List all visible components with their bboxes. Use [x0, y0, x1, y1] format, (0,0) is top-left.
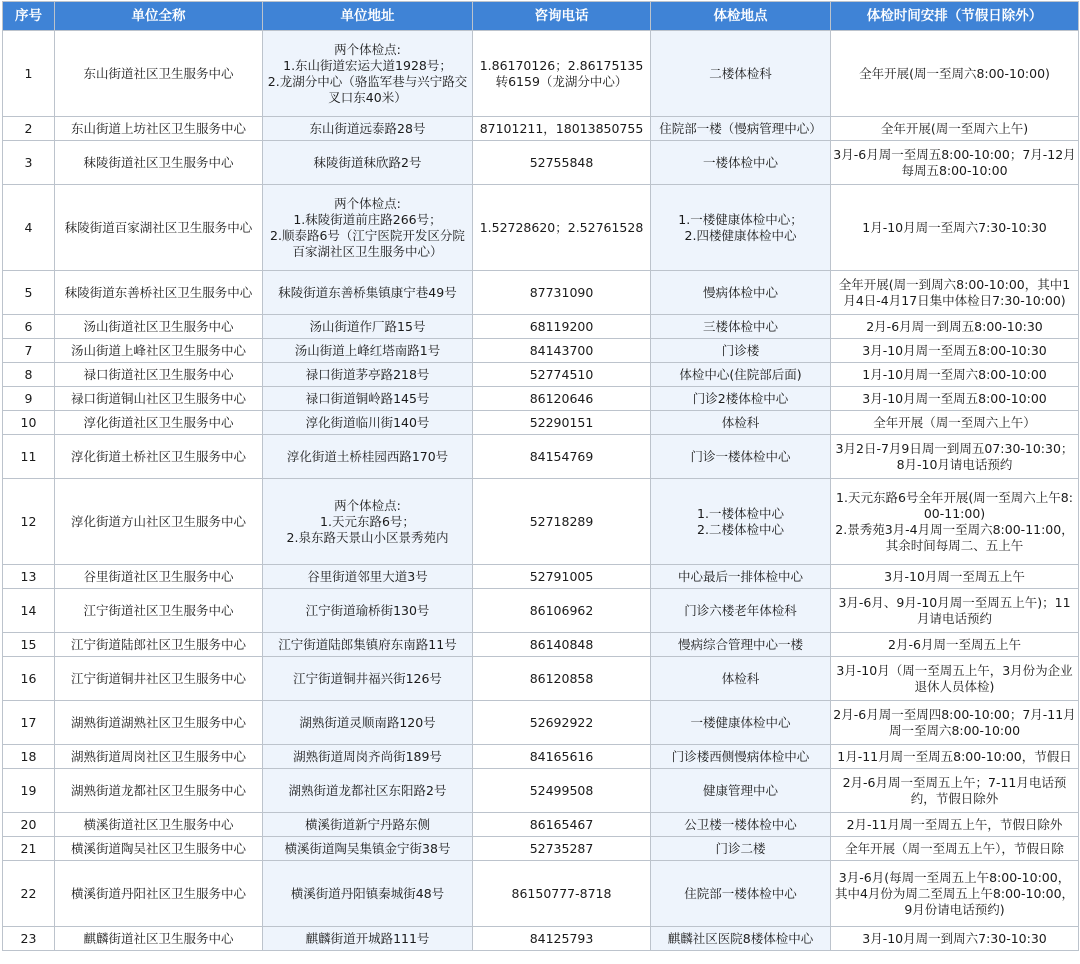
center-name: 禄口街道社区卫生服务中心	[55, 363, 263, 387]
center-name: 淳化街道社区卫生服务中心	[55, 411, 263, 435]
center-phone: 52692922	[473, 701, 651, 745]
center-name: 横溪街道陶吴社区卫生服务中心	[55, 837, 263, 861]
center-address: 江宁街道铜井福兴街126号	[263, 657, 473, 701]
table-row	[3, 185, 1079, 271]
center-address: 秣陵街道秣欣路2号	[263, 141, 473, 185]
center-address: 禄口街道铜岭路145号	[263, 387, 473, 411]
row-no: 8	[3, 363, 55, 387]
exam-place: 门诊六楼老年体检科	[651, 589, 831, 633]
table-row	[3, 701, 1079, 745]
center-name: 禄口街道铜山社区卫生服务中心	[55, 387, 263, 411]
exam-time: 3月2日-7月9日周一到周五07:30-10:30；8月-10月请电话预约	[831, 435, 1079, 479]
exam-time: 1月-10月周一至周六7:30-10:30	[831, 185, 1079, 271]
exam-time: 2月-11月周一至周五上午，节假日除外	[831, 813, 1079, 837]
exam-place: 体检科	[651, 657, 831, 701]
exam-place: 1.一楼健康体检中心； 2.四楼健康体检中心	[651, 185, 831, 271]
exam-time: 全年开展(周一到周六8:00-10:00，其中1月4日-4月17日集中体检日7:30-10:00)	[831, 271, 1079, 315]
center-phone: 68119200	[473, 315, 651, 339]
row-no: 4	[3, 185, 55, 271]
center-name: 秣陵街道百家湖社区卫生服务中心	[55, 185, 263, 271]
center-address: 江宁街道瑜桥街130号	[263, 589, 473, 633]
table-row	[3, 479, 1079, 565]
exam-time: 全年开展(周一至周六上午)	[831, 117, 1079, 141]
center-name: 江宁街道陆郎社区卫生服务中心	[55, 633, 263, 657]
row-no: 11	[3, 435, 55, 479]
table-row	[3, 315, 1079, 339]
row-no: 17	[3, 701, 55, 745]
exam-place: 健康管理中心	[651, 769, 831, 813]
center-address: 麒麟街道开城路111号	[263, 927, 473, 951]
exam-place: 一楼体检中心	[651, 141, 831, 185]
table-row	[3, 411, 1079, 435]
center-address: 秣陵街道东善桥集镇康宁巷49号	[263, 271, 473, 315]
center-address: 谷里街道邻里大道3号	[263, 565, 473, 589]
exam-time: 3月-10月周一至周五8:00-10:30	[831, 339, 1079, 363]
exam-time: 全年开展（周一至周六上午）	[831, 411, 1079, 435]
center-address: 横溪街道新宁丹路东侧	[263, 813, 473, 837]
exam-time: 3月-10月周一至周五上午	[831, 565, 1079, 589]
table-row	[3, 271, 1079, 315]
exam-time: 1.天元东路6号全年开展(周一至周六上午8:00-11:00) 2.景秀苑3月-4月周一至周六8:00-11:00，其余时间每周二、五上午	[831, 479, 1079, 565]
center-address: 湖熟街道龙都社区东阳路2号	[263, 769, 473, 813]
header-row	[3, 2, 1079, 31]
center-phone: 52774510	[473, 363, 651, 387]
center-phone: 86120646	[473, 387, 651, 411]
center-name: 湖熟街道湖熟社区卫生服务中心	[55, 701, 263, 745]
exam-place: 门诊2楼体检中心	[651, 387, 831, 411]
center-phone: 86106962	[473, 589, 651, 633]
row-no: 13	[3, 565, 55, 589]
exam-time: 2月-6月周一至周五上午；7-11月电话预约，节假日除外	[831, 769, 1079, 813]
row-no: 22	[3, 861, 55, 927]
center-phone: 52499508	[473, 769, 651, 813]
header-name: 单位全称	[55, 2, 263, 31]
table-body	[3, 31, 1079, 951]
exam-time: 3月-10月周一至周五8:00-10:00	[831, 387, 1079, 411]
table-row	[3, 837, 1079, 861]
exam-time: 1月-10月周一至周六8:00-10:00	[831, 363, 1079, 387]
exam-time: 3月-6月、9月-10月周一至周五上午)；11月请电话预约	[831, 589, 1079, 633]
table-row	[3, 769, 1079, 813]
row-no: 12	[3, 479, 55, 565]
row-no: 1	[3, 31, 55, 117]
exam-time: 2月-6月周一到周五8:00-10:30	[831, 315, 1079, 339]
center-phone: 52290151	[473, 411, 651, 435]
center-name: 江宁街道铜井社区卫生服务中心	[55, 657, 263, 701]
header-phone: 咨询电话	[473, 2, 651, 31]
center-phone: 87101211，18013850755	[473, 117, 651, 141]
center-name: 东山街道上坊社区卫生服务中心	[55, 117, 263, 141]
row-no: 21	[3, 837, 55, 861]
center-address: 两个体检点: 1.秣陵街道前庄路266号； 2.顺泰路6号（江宁医院开发区分院百家湖社区卫生服务中心）	[263, 185, 473, 271]
center-name: 汤山街道上峰社区卫生服务中心	[55, 339, 263, 363]
center-phone: 84154769	[473, 435, 651, 479]
center-address: 湖熟街道周岗齐尚街189号	[263, 745, 473, 769]
exam-place: 门诊二楼	[651, 837, 831, 861]
row-no: 3	[3, 141, 55, 185]
table-row	[3, 657, 1079, 701]
center-address: 横溪街道丹阳镇秦城街48号	[263, 861, 473, 927]
center-phone: 84125793	[473, 927, 651, 951]
exam-place: 1.一楼体检中心 2.二楼体检中心	[651, 479, 831, 565]
center-name: 谷里街道社区卫生服务中心	[55, 565, 263, 589]
row-no: 7	[3, 339, 55, 363]
center-address: 汤山街道上峰红塔南路1号	[263, 339, 473, 363]
center-address: 两个体检点: 1.东山街道宏运大道1928号； 2.龙湖分中心（骆监军巷与兴宁路交叉口东40米）	[263, 31, 473, 117]
exam-time: 全年开展(周一至周六8:00-10:00)	[831, 31, 1079, 117]
row-no: 19	[3, 769, 55, 813]
health-check-table	[2, 1, 1079, 951]
exam-place: 体检中心(住院部后面)	[651, 363, 831, 387]
table-row	[3, 745, 1079, 769]
center-address: 湖熟街道灵顺南路120号	[263, 701, 473, 745]
center-address: 东山街道远泰路28号	[263, 117, 473, 141]
center-name: 秣陵街道社区卫生服务中心	[55, 141, 263, 185]
center-address: 横溪街道陶吴集镇金宁街38号	[263, 837, 473, 861]
center-phone: 1.86170126；2.86175135转6159（龙湖分中心）	[473, 31, 651, 117]
center-address: 淳化街道土桥桂园西路170号	[263, 435, 473, 479]
table-row	[3, 31, 1079, 117]
exam-place: 体检科	[651, 411, 831, 435]
center-address: 江宁街道陆郎集镇府东南路11号	[263, 633, 473, 657]
exam-time: 3月-10月（周一至周五上午，3月份为企业退休人员体检)	[831, 657, 1079, 701]
exam-place: 一楼健康体检中心	[651, 701, 831, 745]
exam-place: 门诊楼西侧慢病体检中心	[651, 745, 831, 769]
center-name: 横溪街道社区卫生服务中心	[55, 813, 263, 837]
header-no: 序号	[3, 2, 55, 31]
center-phone: 86120858	[473, 657, 651, 701]
exam-time: 1月-11月周一至周五8:00-10:00，节假日	[831, 745, 1079, 769]
exam-place: 住院部一楼体检中心	[651, 861, 831, 927]
center-phone: 52735287	[473, 837, 651, 861]
row-no: 9	[3, 387, 55, 411]
row-no: 15	[3, 633, 55, 657]
exam-place: 慢病综合管理中心一楼	[651, 633, 831, 657]
center-phone: 86150777-8718	[473, 861, 651, 927]
exam-place: 慢病体检中心	[651, 271, 831, 315]
center-phone: 84143700	[473, 339, 651, 363]
exam-time: 3月-10月周一到周六7:30-10:30	[831, 927, 1079, 951]
center-name: 东山街道社区卫生服务中心	[55, 31, 263, 117]
table-row	[3, 339, 1079, 363]
exam-time: 全年开展（周一至周五上午），节假日除	[831, 837, 1079, 861]
exam-place: 门诊楼	[651, 339, 831, 363]
center-name: 湖熟街道周岗社区卫生服务中心	[55, 745, 263, 769]
exam-time: 3月-6月(每周一至周五上午8:00-10:00，其中4月份为周二至周五上午8:00-10:00，9月份请电话预约)	[831, 861, 1079, 927]
center-phone: 84165616	[473, 745, 651, 769]
table-row	[3, 363, 1079, 387]
center-name: 淳化街道方山社区卫生服务中心	[55, 479, 263, 565]
exam-place: 麒麟社区医院8楼体检中心	[651, 927, 831, 951]
center-name: 麒麟街道社区卫生服务中心	[55, 927, 263, 951]
row-no: 20	[3, 813, 55, 837]
table-row	[3, 633, 1079, 657]
center-address: 淳化街道临川街140号	[263, 411, 473, 435]
table-row	[3, 387, 1079, 411]
header-time: 体检时间安排（节假日除外）	[831, 2, 1079, 31]
table-row	[3, 861, 1079, 927]
table-row	[3, 117, 1079, 141]
center-address: 禄口街道茅亭路218号	[263, 363, 473, 387]
exam-place: 二楼体检科	[651, 31, 831, 117]
center-name: 江宁街道社区卫生服务中心	[55, 589, 263, 633]
center-phone: 87731090	[473, 271, 651, 315]
row-no: 6	[3, 315, 55, 339]
center-address: 两个体检点: 1.天元东路6号； 2.泉东路天景山小区景秀苑内	[263, 479, 473, 565]
center-name: 湖熟街道龙都社区卫生服务中心	[55, 769, 263, 813]
center-name: 汤山街道社区卫生服务中心	[55, 315, 263, 339]
table-row	[3, 589, 1079, 633]
exam-time: 3月-6月周一至周五8:00-10:00；7月-12月每周五8:00-10:00	[831, 141, 1079, 185]
table-row	[3, 927, 1079, 951]
exam-place: 公卫楼一楼体检中心	[651, 813, 831, 837]
row-no: 16	[3, 657, 55, 701]
exam-time: 2月-6月周一至周五上午	[831, 633, 1079, 657]
row-no: 2	[3, 117, 55, 141]
row-no: 10	[3, 411, 55, 435]
header-address: 单位地址	[263, 2, 473, 31]
center-phone: 86165467	[473, 813, 651, 837]
row-no: 5	[3, 271, 55, 315]
center-phone: 52755848	[473, 141, 651, 185]
center-phone: 1.52728620；2.52761528	[473, 185, 651, 271]
center-name: 淳化街道土桥社区卫生服务中心	[55, 435, 263, 479]
row-no: 14	[3, 589, 55, 633]
exam-place: 住院部一楼（慢病管理中心）	[651, 117, 831, 141]
exam-place: 门诊一楼体检中心	[651, 435, 831, 479]
center-name: 横溪街道丹阳社区卫生服务中心	[55, 861, 263, 927]
center-phone: 86140848	[473, 633, 651, 657]
table-row	[3, 565, 1079, 589]
table-row	[3, 141, 1079, 185]
page	[0, 1, 1080, 964]
center-name: 秣陵街道东善桥社区卫生服务中心	[55, 271, 263, 315]
header-place: 体检地点	[651, 2, 831, 31]
table-row	[3, 813, 1079, 837]
exam-place: 三楼体检中心	[651, 315, 831, 339]
center-phone: 52718289	[473, 479, 651, 565]
row-no: 23	[3, 927, 55, 951]
center-address: 汤山街道作厂路15号	[263, 315, 473, 339]
table-row	[3, 435, 1079, 479]
row-no: 18	[3, 745, 55, 769]
exam-time: 2月-6月周一至周四8:00-10:00；7月-11月周一至周六8:00-10:00	[831, 701, 1079, 745]
center-phone: 52791005	[473, 565, 651, 589]
exam-place: 中心最后一排体检中心	[651, 565, 831, 589]
